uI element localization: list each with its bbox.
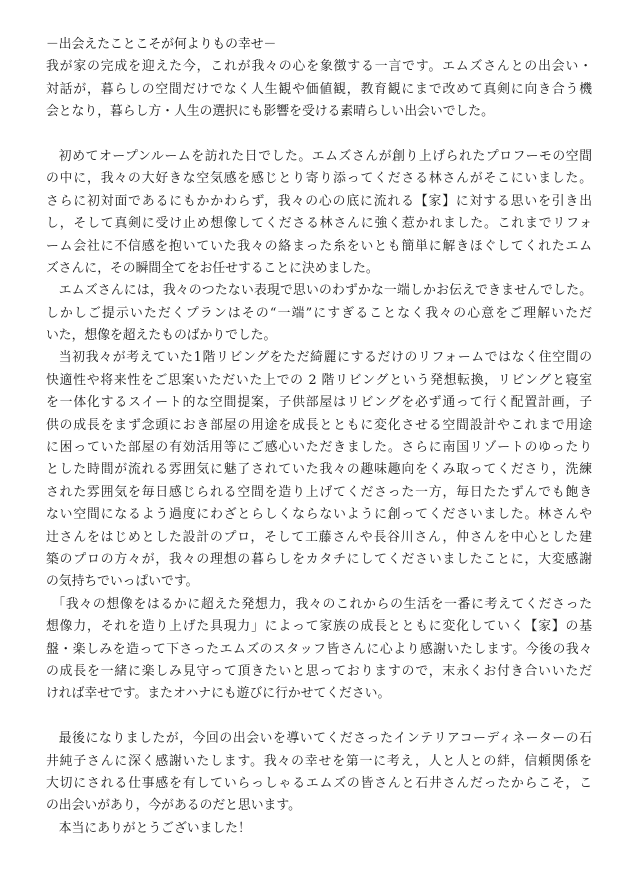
paragraph-plan xyxy=(46,280,592,347)
text-line: ーム会社に不信感を抱いていた我々の絡まった糸をいとも簡単に解きほぐしてくれたエム xyxy=(46,238,592,254)
text-line: しかしご提示いただくプランはその“一端”にすぎることなく我々の心意をご理解いただ xyxy=(46,305,592,321)
text-line: 「我々の想像をはるかに超えた発想力，我々のこれからの生活を一番に考えてくださった xyxy=(52,596,592,612)
text-line: 辻さんをはじめとした設計のプロ，そして工藤さんや長谷川さん，仲さんを中心とした建 xyxy=(46,529,592,545)
text-line: 盤・楽しみを造って下さったエムズのスタッフ皆さんに心より感謝いたします。今後の我々 xyxy=(46,641,592,657)
text-line: 初めてオープンルームを訪れた日でした。エムズさんが創り上げられたプロフーモの空間 xyxy=(58,148,592,164)
text-line: の気持ちでいっぱいです。 xyxy=(46,574,199,590)
text-line: 我が家の完成を迎えた今，これが我々の心を象徴する一言です。エムズさんとの出会い・ xyxy=(46,59,592,75)
text-line: 井純子さんに深く感謝いたします。我々の幸せを第一に考え，人と人との絆，信頼関係を xyxy=(46,753,592,769)
text-line: の成長を一緒に楽しみ見守って頂きたいと思っておりますので，末永くお付き合いいただ xyxy=(46,663,592,679)
text-line: し，そして真剣に受け止め想像してくださる林さんに強く惹かれました。これまでリフォ xyxy=(46,216,592,232)
paragraph-open-room xyxy=(46,146,592,280)
text-line: 供の成長をまず念頭におき部屋の用途を成長とともに変化させる空間設計やこれまで用途 xyxy=(46,417,592,433)
text-line: 大切にされる仕事感を有していらっしゃるエムズの皆さんと石井さんだったからこそ，こ xyxy=(46,775,592,791)
text-line: 本当にありがとうございました！ xyxy=(58,820,251,836)
text-line: ない空間になるよう過度にわざとらしくならないように創ってくださいました。林さんや xyxy=(46,507,592,523)
paragraph-final-thanks xyxy=(46,818,592,840)
text-line: の出会いがあり，今があるのだと思います。 xyxy=(46,798,301,814)
document-title: －出会えたことこそが何よりもの幸せ－ xyxy=(46,37,277,52)
text-line: に困っていた部屋の有効活用等にご感心いただきました。さらに南国リゾートのゆったり xyxy=(46,440,592,456)
paragraph-gratitude xyxy=(46,594,592,706)
document-body xyxy=(46,34,592,840)
paragraph-proposals xyxy=(46,347,592,593)
text-line: 想像力，それを造り上げた具現力」によって家族の成長とともに変化していく【家】の基 xyxy=(46,619,592,635)
text-line: いた，想像を超えたものばかりでした。 xyxy=(46,328,277,344)
text-line: 快適性や将来性をご思案いただいた上での 2 階リビングという発想転換，リビングと寝室 xyxy=(46,372,592,388)
paragraph-closing xyxy=(46,728,592,818)
text-line: 会となり，暮らし方・人生の選択にも影響を受ける素晴らしい出会いでした。 xyxy=(46,104,494,120)
text-line: ければ幸せです。またオハナにも遊びに行かせてください。 xyxy=(46,686,391,702)
text-line: 当初我々が考えていた1階リビングをただ綺麗にするだけのリフォームではなく住空間の xyxy=(58,350,592,366)
text-line: の中に，我々の大好きな空気感を感じとり寄り添ってくださる林さんがそこにいました。 xyxy=(46,171,592,187)
text-line: を一体化するスイート的な空間提案，子供部屋はリビングを必ず通って行く配置計画，子 xyxy=(46,395,592,411)
text-line: エムズさんには，我々のつたない表現で思いのわずかな一端しかお伝えできませんでした。 xyxy=(58,283,592,299)
text-line: 築のプロの方々が，我々の理想の暮らしをカタチにしてくださいましたことに，大変感謝 xyxy=(46,551,592,567)
text-line: された雰囲気を毎日感じられる空間を造り上げてくださった一方，毎日たたずんでも飽き xyxy=(46,484,592,500)
text-line: とした時間が流れる雰囲気に魅了されていた我々の趣味趣向をくみ取ってくださり，洗練 xyxy=(46,462,592,478)
paragraph-intro xyxy=(46,56,592,123)
text-line: さらに初対面であるにもかかわらず，我々の心の底に流れる【家】に対する思いを引き出 xyxy=(46,193,592,209)
text-line: 対話が，暮らしの空間だけでなく人生観や価値観，教育観にまで改めて真剣に向き合う機 xyxy=(46,81,592,97)
text-line: ズさんに，その瞬間全てをお任せすることに決めました。 xyxy=(46,260,379,276)
text-line: 最後になりましたが，今回の出会いを導いてくださったインテリアコーディネーターの石 xyxy=(58,731,592,747)
